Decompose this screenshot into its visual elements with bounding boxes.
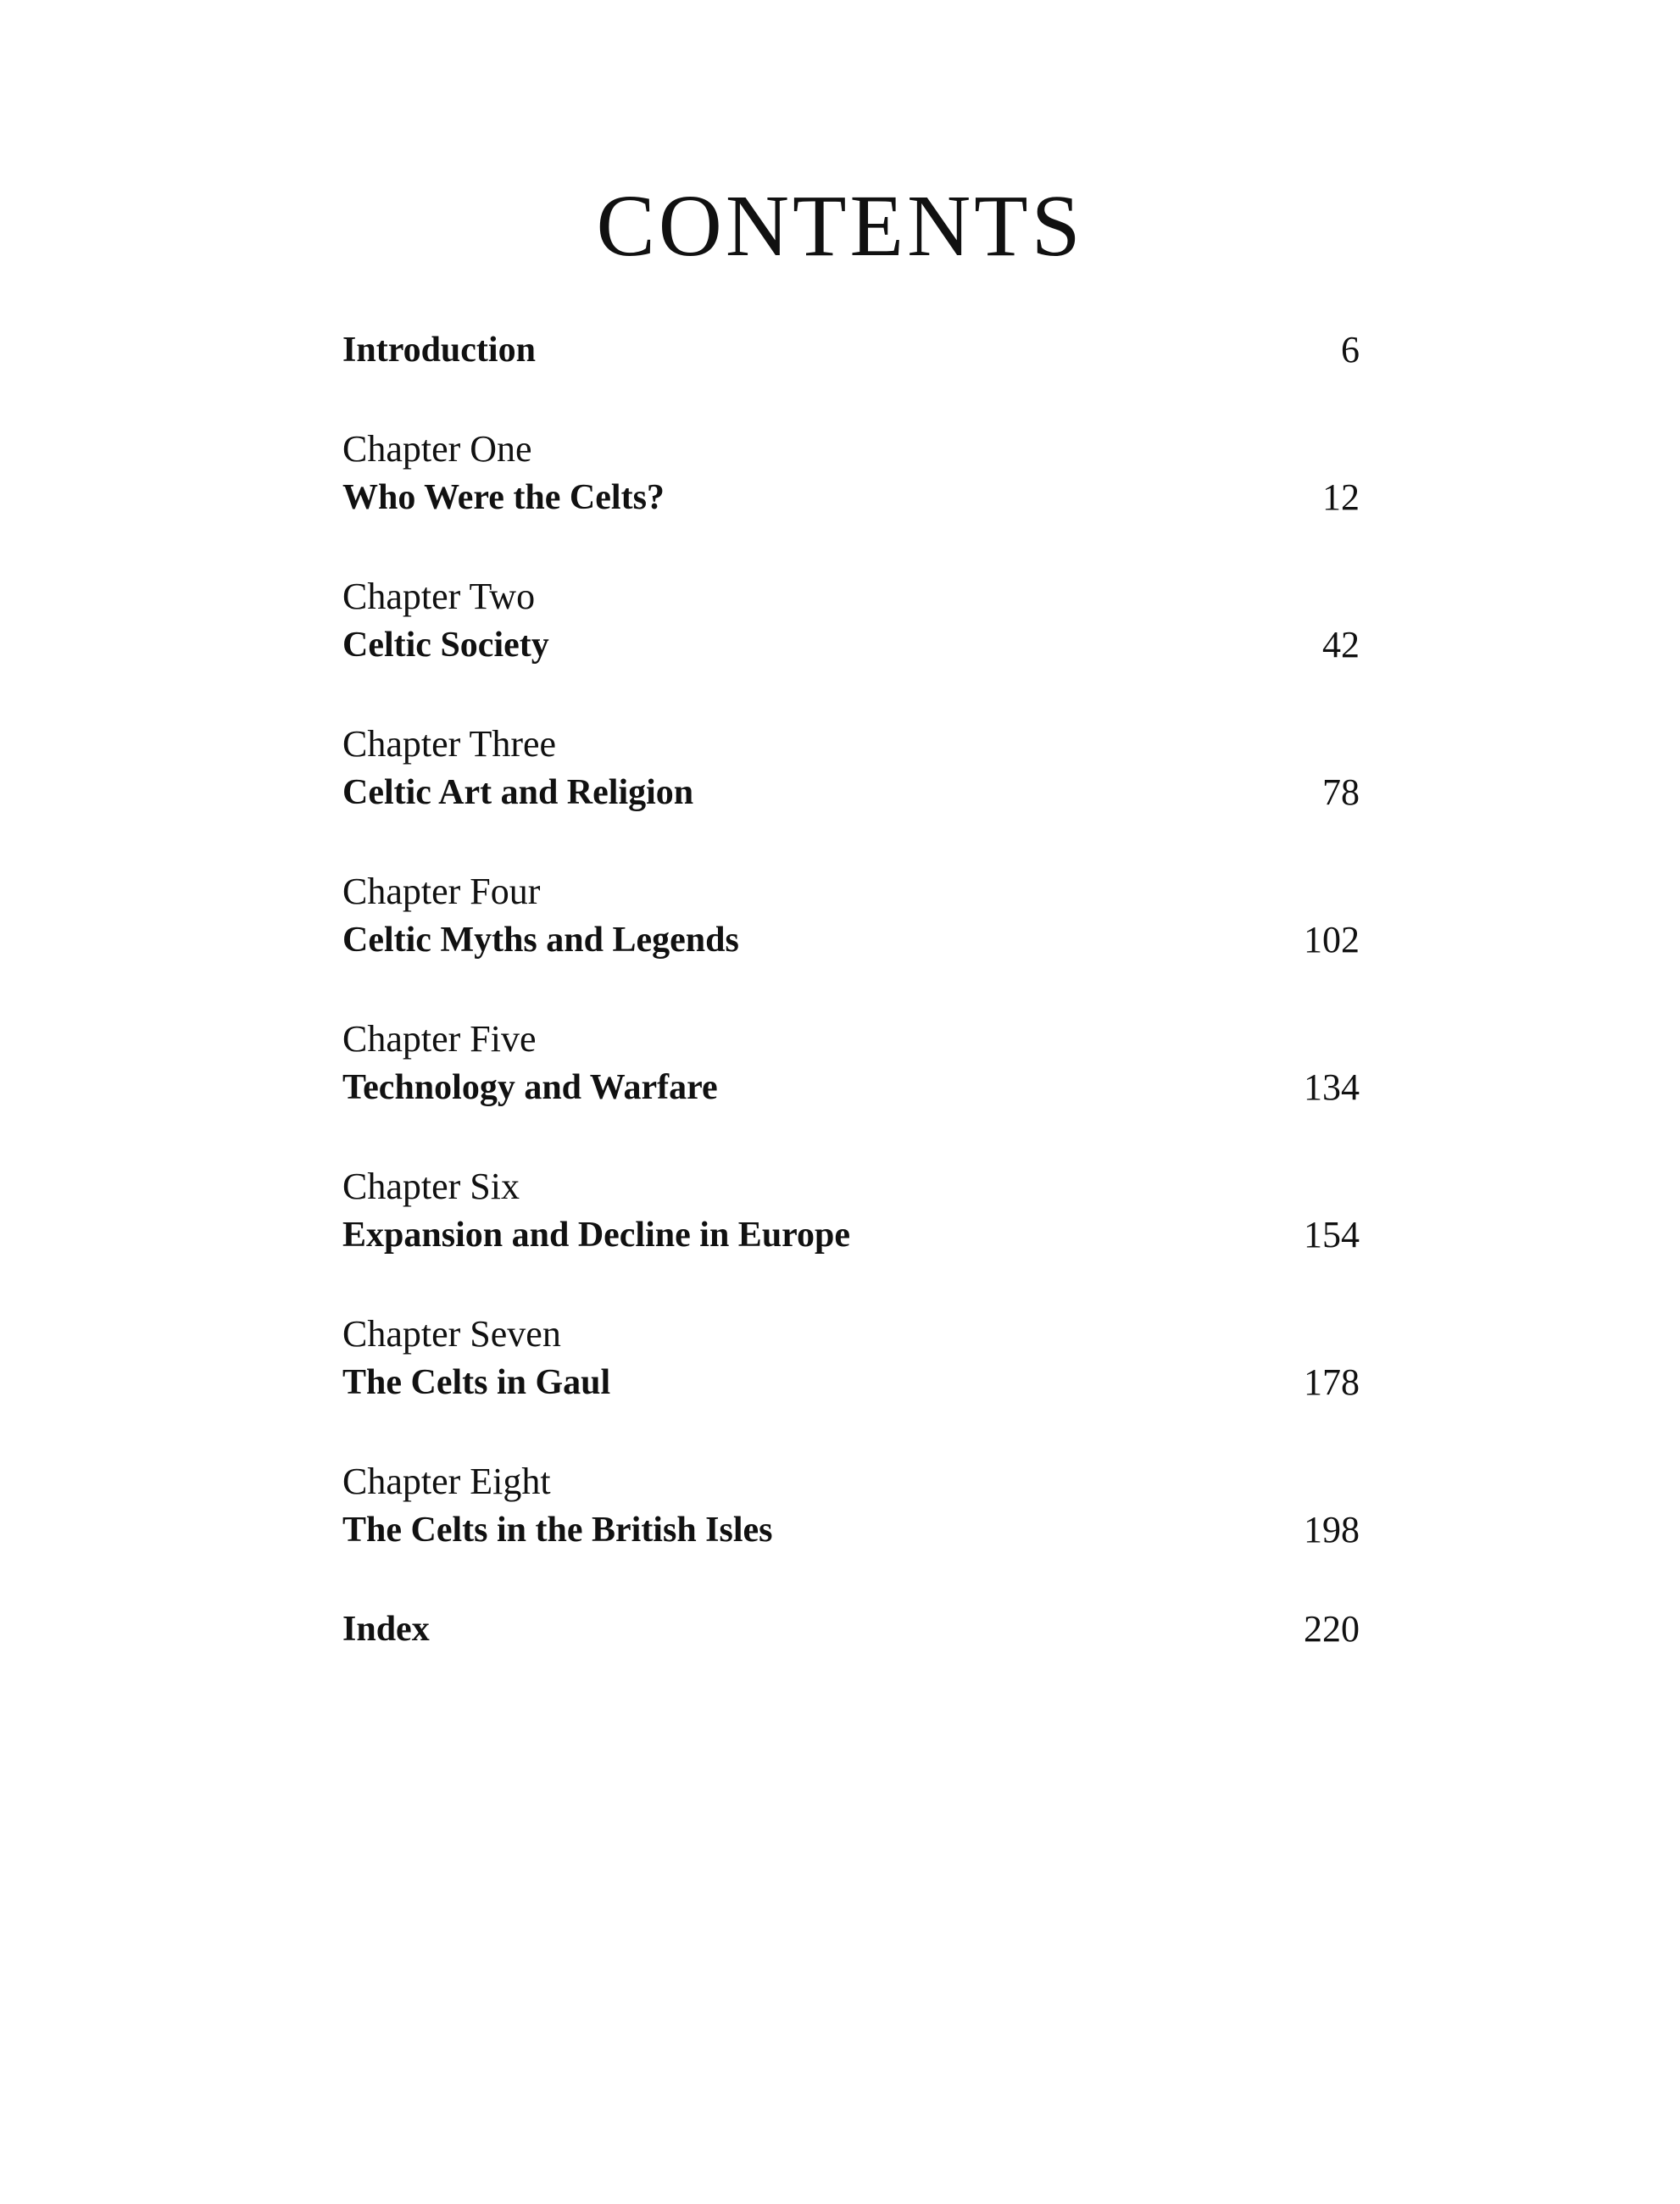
- entry-title: The Celts in the British Isles: [342, 1511, 773, 1550]
- chapter-label: Chapter Two: [342, 576, 536, 617]
- page-number: 78: [1322, 771, 1360, 813]
- entry-title: Introduction: [342, 331, 536, 370]
- chapter-label: Chapter One: [342, 428, 532, 470]
- entry-title: The Celts in Gaul: [342, 1363, 611, 1402]
- toc-entry-chapter-two[interactable]: [342, 573, 1360, 692]
- entry-title: Celtic Art and Religion: [342, 773, 694, 812]
- page-number: 42: [1322, 624, 1360, 665]
- chapter-label: Chapter Five: [342, 1018, 537, 1060]
- entry-title: Celtic Myths and Legends: [342, 921, 739, 960]
- page-number: 6: [1341, 329, 1360, 370]
- chapter-label: Chapter Three: [342, 723, 557, 765]
- page-number: 178: [1304, 1361, 1360, 1403]
- page-number: 154: [1304, 1214, 1360, 1255]
- page-number: 134: [1304, 1066, 1360, 1108]
- page-number: 12: [1322, 476, 1360, 518]
- chapter-label: Chapter Four: [342, 871, 541, 912]
- toc-entry-chapter-seven[interactable]: [342, 1311, 1360, 1429]
- entry-title: Who Were the Celts?: [342, 478, 665, 517]
- page-number: 198: [1304, 1509, 1360, 1550]
- toc-entry-chapter-five[interactable]: [342, 1016, 1360, 1134]
- toc-entry-chapter-one[interactable]: [342, 426, 1360, 544]
- entry-title: Technology and Warfare: [342, 1068, 718, 1107]
- chapter-label: Chapter Six: [342, 1166, 520, 1207]
- entry-title: Index: [342, 1610, 430, 1649]
- entry-title: Expansion and Decline in Europe: [342, 1216, 851, 1255]
- chapter-label: Chapter Eight: [342, 1461, 551, 1502]
- page-number: 102: [1304, 919, 1360, 960]
- page-number: 220: [1304, 1608, 1360, 1650]
- toc-entry-index[interactable]: [342, 1606, 1360, 1724]
- page-title: CONTENTS: [596, 176, 1084, 275]
- chapter-label: Chapter Seven: [342, 1313, 561, 1355]
- entry-title: Celtic Society: [342, 626, 549, 665]
- toc-entry-chapter-eight[interactable]: [342, 1458, 1360, 1577]
- toc-entry-chapter-three[interactable]: [342, 721, 1360, 839]
- toc-entry-chapter-six[interactable]: [342, 1163, 1360, 1282]
- toc-entry-chapter-four[interactable]: [342, 868, 1360, 987]
